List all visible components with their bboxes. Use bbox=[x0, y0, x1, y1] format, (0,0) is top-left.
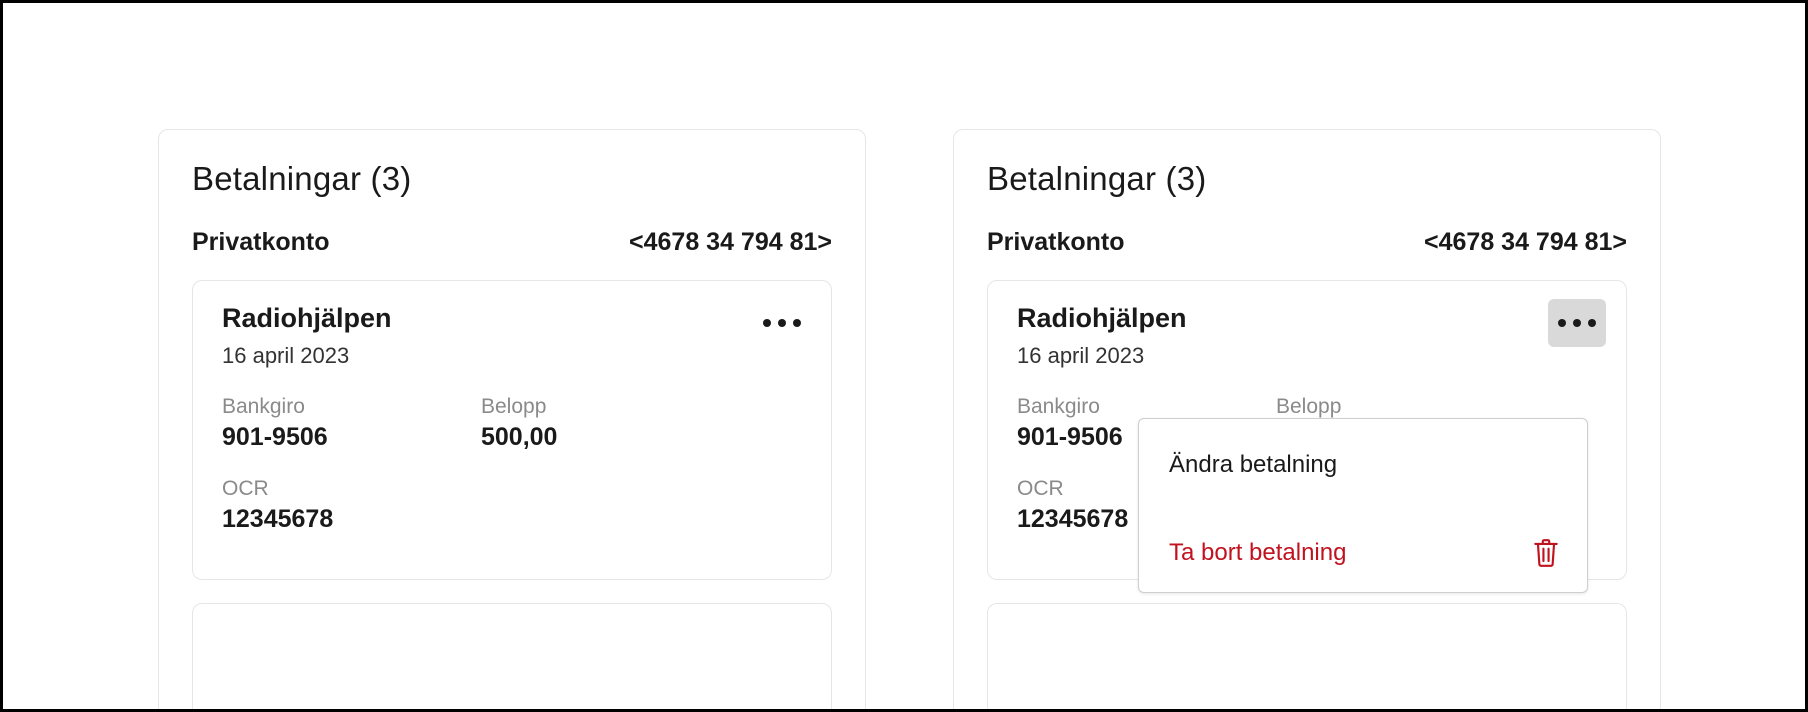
trash-icon bbox=[1533, 538, 1559, 568]
field-value-bankgiro: 901-9506 bbox=[1017, 423, 1123, 451]
field-value-bankgiro: 901-9506 bbox=[222, 423, 328, 451]
account-name: Privatkonto bbox=[192, 228, 330, 256]
field-label-amount: Belopp bbox=[1276, 395, 1342, 418]
kebab-dot-1 bbox=[1558, 319, 1566, 327]
account-name: Privatkonto bbox=[987, 228, 1125, 256]
kebab-dot-2 bbox=[1573, 319, 1581, 327]
payment-card[interactable] bbox=[192, 280, 832, 580]
payment-card-next[interactable] bbox=[987, 603, 1627, 712]
field-ocr bbox=[1017, 477, 1128, 534]
field-label-ocr: OCR bbox=[1017, 477, 1064, 500]
payment-date: 16 april 2023 bbox=[222, 343, 350, 368]
field-label-bankgiro: Bankgiro bbox=[1017, 395, 1100, 418]
context-menu bbox=[1138, 418, 1588, 593]
field-value-ocr: 12345678 bbox=[1017, 505, 1129, 533]
payments-panel-default bbox=[158, 129, 866, 712]
menu-item-label: Ta bort betalning bbox=[1169, 539, 1347, 566]
field-label-ocr: OCR bbox=[222, 477, 269, 500]
field-value-amount: 500,00 bbox=[481, 423, 558, 451]
kebab-dot-3 bbox=[1588, 319, 1596, 327]
page-title: Betalningar (3) bbox=[987, 160, 1207, 197]
kebab-dot-1 bbox=[763, 319, 771, 327]
field-label-amount: Belopp bbox=[481, 395, 547, 418]
payment-payee: Radiohjälpen bbox=[222, 303, 392, 333]
field-bankgiro bbox=[1017, 395, 1123, 452]
field-bankgiro bbox=[222, 395, 328, 452]
account-row bbox=[192, 228, 832, 262]
account-number: <4678 34 794 81> bbox=[1424, 228, 1627, 256]
account-row bbox=[987, 228, 1627, 262]
menu-item-edit-payment[interactable] bbox=[1139, 435, 1587, 495]
page-title: Betalningar (3) bbox=[192, 160, 412, 197]
more-options-icon[interactable] bbox=[753, 299, 811, 347]
kebab-dot-2 bbox=[778, 319, 786, 327]
account-number: <4678 34 794 81> bbox=[629, 228, 832, 256]
field-ocr bbox=[222, 477, 333, 534]
payment-date: 16 april 2023 bbox=[1017, 343, 1145, 368]
field-label-bankgiro: Bankgiro bbox=[222, 395, 305, 418]
payment-payee: Radiohjälpen bbox=[1017, 303, 1187, 333]
field-amount bbox=[481, 395, 557, 452]
menu-item-label: Ändra betalning bbox=[1169, 451, 1338, 478]
more-options-icon[interactable] bbox=[1548, 299, 1606, 347]
menu-item-delete-payment[interactable] bbox=[1139, 523, 1587, 583]
kebab-dot-3 bbox=[793, 319, 801, 327]
field-value-ocr: 12345678 bbox=[222, 505, 334, 533]
payment-card-next[interactable] bbox=[192, 603, 832, 712]
